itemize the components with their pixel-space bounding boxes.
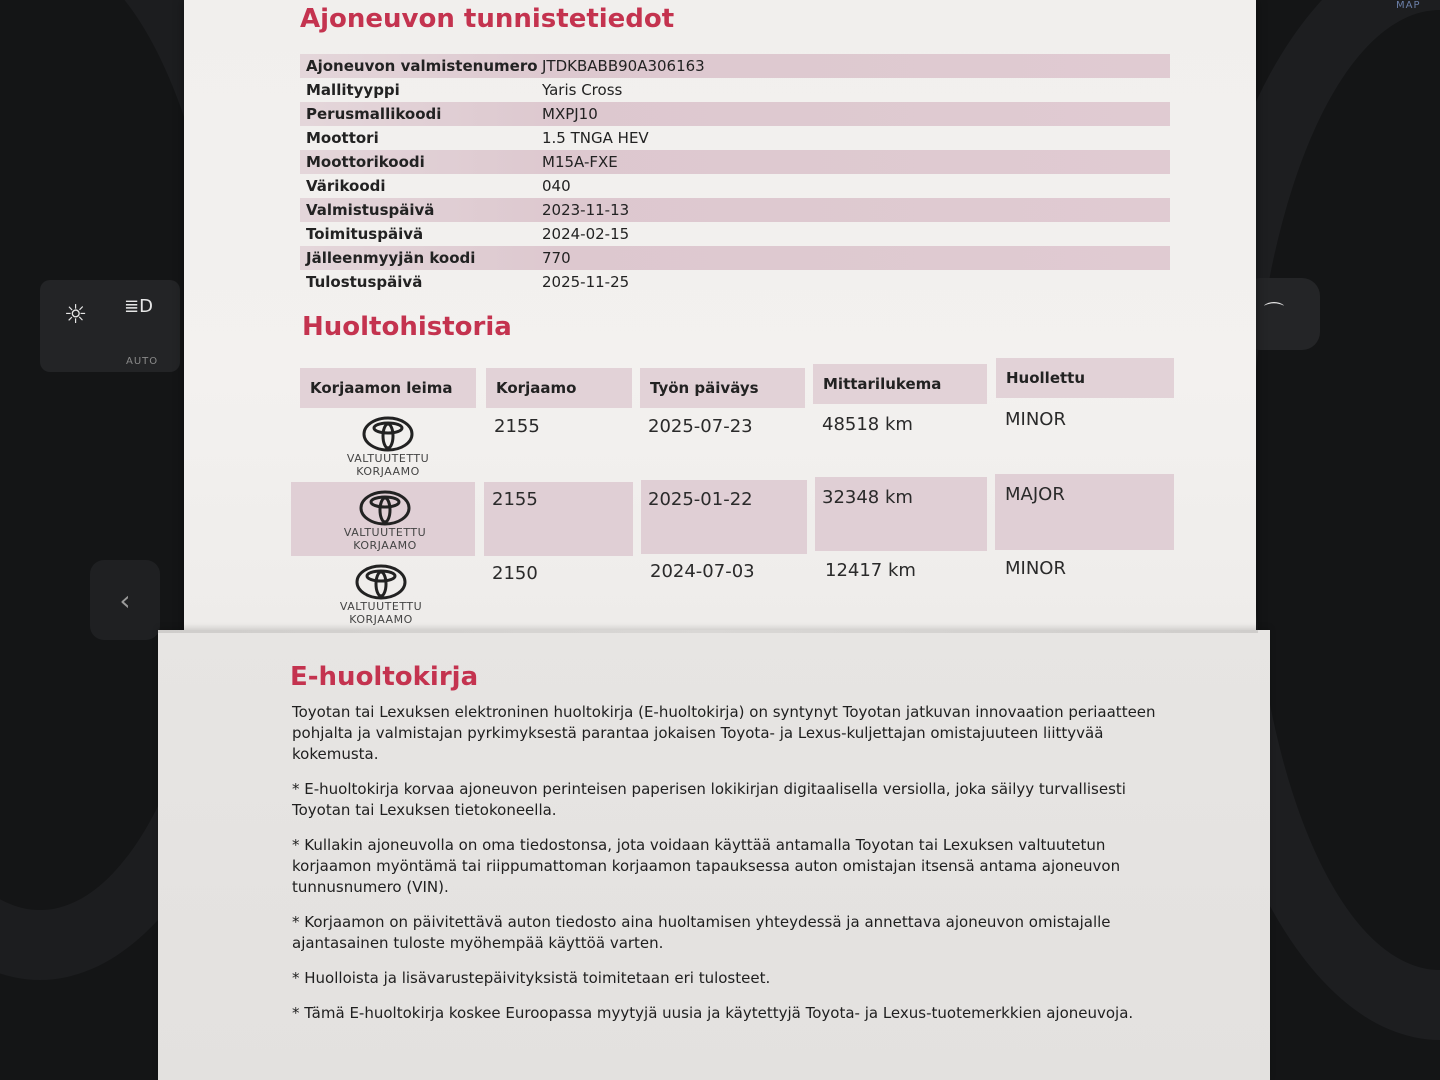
header-stamp: Korjaamon leima: [300, 368, 476, 408]
ebook-paragraph: * Korjaamon on päivitettävä auton tiedosto aina huoltamisen yhteydessä ja annettava ajoneuvon omistajalle ajantasainen tuloste myöhempää käyttöä varten.: [292, 913, 1111, 952]
id-label: Moottorikoodi: [306, 153, 425, 171]
light-control-stalk: [40, 280, 180, 372]
id-row: [300, 102, 1170, 126]
id-row: [300, 270, 1170, 294]
id-label: Perusmallikoodi: [306, 105, 442, 123]
id-value: 2023-11-13: [542, 201, 630, 219]
header-date: Työn päiväys: [640, 368, 805, 408]
low-beam-icon: ≣D: [124, 296, 153, 317]
row2-workshop: 2155: [492, 489, 538, 510]
chevron-left-icon: ‹: [90, 560, 160, 640]
id-row: [300, 222, 1170, 246]
id-label: Mallityyppi: [306, 81, 400, 99]
toyota-stamp: [330, 490, 440, 552]
id-label: Valmistuspäivä: [306, 201, 435, 219]
id-value: 1.5 TNGA HEV: [542, 129, 649, 147]
id-label: Toimituspäivä: [306, 225, 424, 243]
header-workshop: Korjaamo: [486, 368, 632, 408]
stamp-line2: KORJAAMO: [353, 539, 417, 552]
headlight-sun-icon: ☼: [64, 300, 88, 330]
id-row: [300, 198, 1170, 222]
toyota-stamp: [333, 416, 443, 478]
toyota-stamp: [326, 564, 436, 626]
toyota-logo-icon: [362, 416, 414, 452]
auto-label: AUTO: [126, 356, 159, 367]
row2-serviced: MAJOR: [1005, 484, 1065, 505]
ebook-paragraph: * E-huoltokirja korvaa ajoneuvon perinteisen paperisen lokikirjan digitaalisella versiolla, joka säilyy turvallisesti Toyotan tai Lexuksen tietokoneella.: [292, 780, 1126, 819]
history-title: Huoltohistoria: [302, 312, 512, 342]
identification-table: [300, 54, 1170, 294]
ebook-paragraph: Toyotan tai Lexuksen elektroninen huoltokirja (E-huoltokirja) on syntynyt Toyotan jatkuvan innovaation periaatteen pohjalta ja valmistajan pyrkimyksestä parantaa jokaisen Toyota- ja Lexus-kuljettajan omistajuuteen liittyvää kokemusta.: [292, 703, 1156, 763]
row2-odometer: 32348 km: [822, 487, 913, 508]
row1-workshop: 2155: [494, 416, 540, 437]
ebook-text: [292, 702, 1172, 1038]
row1-odometer: 48518 km: [822, 414, 913, 435]
row3-workshop: 2150: [492, 563, 538, 584]
row3-date: 2024-07-03: [650, 561, 755, 582]
id-value: 040: [542, 177, 571, 195]
id-value: 2025-11-25: [542, 273, 630, 291]
id-value: MXPJ10: [542, 105, 598, 123]
map-label: MAP: [1396, 0, 1421, 11]
paper-fold: [158, 630, 1258, 633]
ebook-paragraph: * Kullakin ajoneuvolla on oma tiedostonsa, jota voidaan käyttää antamalla Toyotan tai Lexuksen valtuutetun korjaamon myöntämä tai riippumattoman korjaamon tapauksessa auton omistajan itsensä antama ajoneuvon tunnusnumero (VIN).: [292, 836, 1121, 896]
id-value: 2024-02-15: [542, 225, 630, 243]
stamp-line2: KORJAAMO: [349, 613, 413, 626]
id-value: JTDKBABB90A306163: [542, 57, 705, 75]
header-serviced: Huollettu: [996, 358, 1174, 398]
row2-date: 2025-01-22: [648, 489, 753, 510]
id-value: M15A-FXE: [542, 153, 618, 171]
id-row: [300, 246, 1170, 270]
row1-date: 2025-07-23: [648, 416, 753, 437]
row3-serviced: MINOR: [1005, 558, 1066, 579]
toyota-logo-icon: [359, 490, 411, 526]
id-row: [300, 174, 1170, 198]
stamp-line1: VALTUUTETTU: [346, 452, 430, 465]
id-label: Jälleenmyyjän koodi: [306, 249, 476, 267]
stamp-line1: VALTUUTETTU: [339, 600, 423, 613]
id-row: [300, 54, 1170, 78]
stamp-line2: KORJAAMO: [356, 465, 420, 478]
id-label: Moottori: [306, 129, 379, 147]
row3-odometer: 12417 km: [825, 560, 916, 581]
stamp-line1: VALTUUTETTU: [343, 526, 427, 539]
toyota-logo-icon: [355, 564, 407, 600]
id-row: [300, 126, 1170, 150]
id-label: Värikoodi: [306, 177, 386, 195]
row1-serviced: MINOR: [1005, 409, 1066, 430]
id-row: [300, 78, 1170, 102]
id-label: Ajoneuvon valmistenumero: [306, 57, 538, 75]
ebook-title: E-huoltokirja: [290, 662, 479, 692]
wiper-icon: ⌒: [1264, 300, 1284, 324]
wiper-control-stalk: [1250, 278, 1320, 350]
ebook-paragraph: * Huolloista ja lisävarustepäivityksistä toimitetaan eri tulosteet.: [292, 969, 771, 987]
id-row: [300, 150, 1170, 174]
ebook-paragraph: * Tämä E-huoltokirja koskee Euroopassa myytyjä uusia ja käytettyjä Toyota- ja Lexus-tuotemerkkien ajoneuvoja.: [292, 1004, 1134, 1022]
id-value: 770: [542, 249, 571, 267]
id-value: Yaris Cross: [542, 81, 623, 99]
identification-title: Ajoneuvon tunnistetiedot: [300, 4, 675, 34]
id-label: Tulostuspäivä: [306, 273, 423, 291]
header-odometer: Mittarilukema: [813, 364, 987, 404]
